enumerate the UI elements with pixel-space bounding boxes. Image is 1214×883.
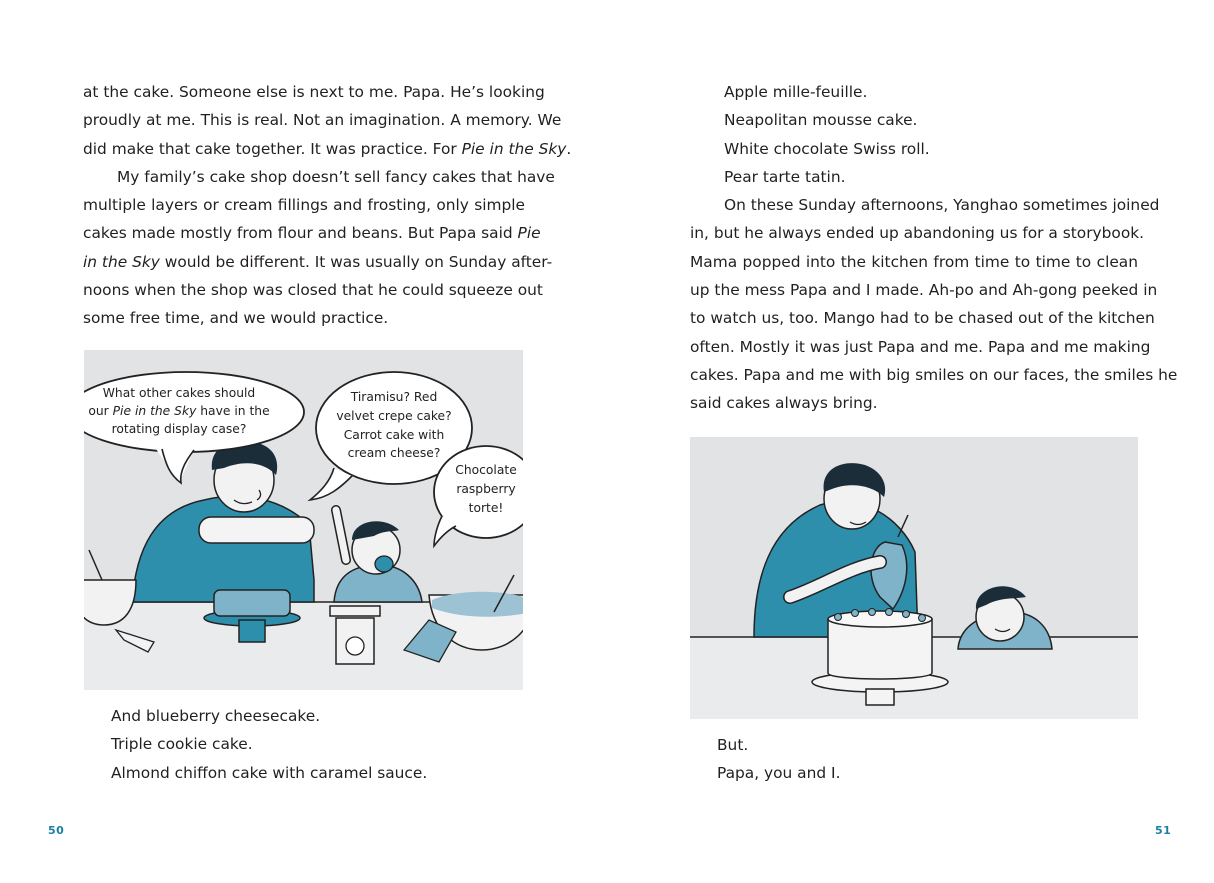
right-top-text bbox=[690, 78, 1178, 418]
bubble-text: Tiramisu? Red bbox=[350, 390, 438, 404]
bubble-text: our Pie in the Sky have in the bbox=[88, 404, 270, 418]
text-line: cakes. Papa and me with big smiles on our faces, the smiles he bbox=[690, 365, 1178, 384]
text-line: Mama popped into the kitchen from time to time to clean bbox=[690, 252, 1138, 271]
list-line: Almond chiffon cake with caramel sauce. bbox=[111, 763, 428, 782]
list-line: Apple mille-feuille. bbox=[724, 83, 868, 101]
text-line: at the cake. Someone else is next to me. Papa. He’s looking bbox=[83, 83, 545, 101]
illustration-decorating-cake bbox=[690, 437, 1138, 719]
kitchen-scene-drawing bbox=[84, 350, 523, 690]
left-bottom-list bbox=[111, 702, 531, 787]
text-line: in, but he always ended up abandoning us for a storybook. bbox=[690, 224, 1145, 243]
list-line: Pear tarte tatin. bbox=[724, 167, 846, 186]
text-span: did make that cake together. It was practice. For bbox=[83, 139, 462, 158]
text-line: up the mess Papa and I made. Ah-po and Ah-gong peeked in bbox=[690, 281, 1158, 300]
text-line: On these Sunday afternoons, Yanghao sometimes joined bbox=[724, 196, 1160, 215]
bubble-text: torte! bbox=[468, 501, 504, 515]
text-span: cakes made mostly from flour and beans. But Papa said bbox=[83, 224, 518, 243]
bubble-text: velvet crepe cake? bbox=[336, 409, 452, 423]
bubble-text: Carrot cake with bbox=[343, 428, 445, 442]
text-line: said cakes always bring. bbox=[690, 394, 878, 413]
right-page bbox=[607, 0, 1214, 883]
bubble-text: Chocolate bbox=[455, 463, 517, 477]
text-span: . bbox=[566, 139, 572, 158]
text-line bbox=[83, 219, 541, 247]
text-span: would be different. It was usually on Sunday after- bbox=[159, 252, 553, 271]
text-line: to watch us, too. Mango had to be chased out of the kitchen bbox=[690, 309, 1155, 328]
page-number-left: 50 bbox=[48, 824, 65, 837]
bubble-text: cream cheese? bbox=[347, 446, 441, 460]
text-line: noons when the shop was closed that he could squeeze out bbox=[83, 281, 543, 300]
illustration-kitchen-brainstorm bbox=[84, 350, 523, 690]
page-number-right: 51 bbox=[1155, 824, 1172, 837]
left-top-text bbox=[83, 78, 572, 333]
text-line: But. bbox=[717, 736, 749, 754]
text-line: proudly at me. This is real. Not an imagination. A memory. We bbox=[83, 111, 562, 130]
right-bottom-lines bbox=[717, 731, 1137, 788]
text-line: some free time, and we would practice. bbox=[83, 309, 389, 328]
book-title-italic: in the Sky bbox=[83, 252, 160, 271]
text-line bbox=[83, 135, 572, 163]
text-line: Papa, you and I. bbox=[717, 764, 841, 783]
decorating-scene-drawing bbox=[690, 437, 1138, 719]
book-title-italic: Pie bbox=[517, 224, 541, 243]
bubble-text: rotating display case? bbox=[111, 422, 247, 436]
list-line: And blueberry cheesecake. bbox=[111, 707, 321, 725]
text-line: multiple layers or cream fillings and frosting, only simple bbox=[83, 196, 525, 215]
bubble-text: What other cakes should bbox=[102, 386, 256, 400]
text-line: often. Mostly it was just Papa and me. Papa and me making bbox=[690, 337, 1151, 356]
text-line bbox=[83, 248, 553, 276]
list-line: White chocolate Swiss roll. bbox=[724, 139, 930, 158]
list-line: Triple cookie cake. bbox=[111, 735, 253, 754]
book-title-italic: Pie in the Sky bbox=[461, 139, 567, 158]
list-line: Neapolitan mousse cake. bbox=[724, 111, 918, 130]
speech-bubble-boy-2 bbox=[434, 446, 523, 546]
bubble-text: raspberry bbox=[456, 482, 516, 496]
text-line: My family’s cake shop doesn’t sell fancy cakes that have bbox=[117, 167, 555, 186]
